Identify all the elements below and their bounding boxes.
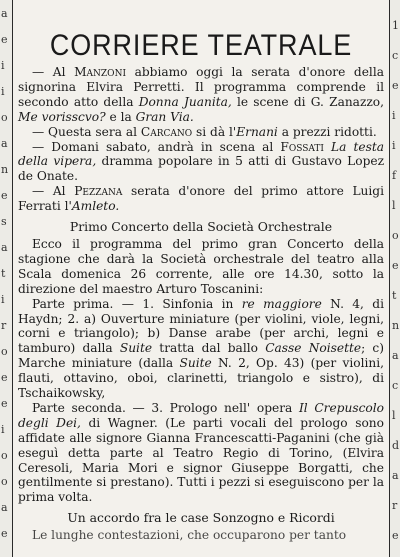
gutter-fragment: a [1,137,8,150]
gutter-fragment: i [1,85,5,98]
gutter-fragment: e [392,529,399,542]
gutter-fragment: a [1,7,8,20]
gutter-fragment: i [1,59,5,72]
paragraph-programma: Ecco il programma del primo gran Concerto della stagione che darà la Società orchestrale del teatro alla Scala domenica 26 corrente, alle ore 14.30, sotto la direzione del maestro Arturo Toscanini: [18,236,384,296]
gutter-fragment: c [392,49,399,62]
paragraph-manzoni [18,65,384,125]
subheading-accordo: Un accordo fra le case Sonzogno e Ricordi [67,510,335,526]
gutter-fragment: f [392,169,397,182]
gutter-fragment: l [392,409,396,422]
paragraph-fossati [18,140,384,185]
gutter-fragment: a [392,469,399,482]
paragraph-carcano [18,125,384,140]
work-title: Donna Juanita, [138,94,232,109]
work-title: La testa della vipera, [18,139,385,169]
gutter-fragment: e [1,371,8,384]
work-title: re maggiore [241,296,322,311]
gutter-fragment: n [392,319,400,332]
gutter-fragment: o [1,449,8,462]
gutter-fragment: 1 [392,19,399,32]
text-run: e la [105,109,136,124]
text-run: le scene di G. Zanazzo, [231,94,385,109]
paragraph-truncated: Le lunghe contestazioni, che occuparono per tanto [32,528,347,543]
text-run: — Questa sera al [32,124,141,139]
work-title: Suite [119,341,153,356]
subheading-concerto: Primo Concerto della Società Orchestrale [69,219,333,235]
gutter-fragment: o [392,229,399,242]
gutter-fragment: e [1,189,8,202]
text-run: ; c) Marche miniature (dalla [18,341,385,371]
text-run: si dà l' [192,124,237,139]
work-title: Gran Via. [135,109,194,124]
gutter-fragment: i [392,139,396,152]
gutter-fragment: i [1,423,5,436]
gutter-fragment: i [392,109,396,122]
gutter-fragment: r [392,499,398,512]
gutter-fragment: e [392,259,399,272]
gutter-fragment: e [392,79,399,92]
text-run: tratta dal ballo [152,341,266,356]
gutter-fragment: d [392,439,400,452]
text-run: — Domani sabato, andrà in scena al [32,139,281,154]
text-run: Parte seconda. — 3. Prologo nell' opera [32,400,299,415]
gutter-fragment: o [1,475,8,488]
text-run: abbiamo oggi la serata d'onore della signorina Elvira Perretti. Il programma comprende il secondo atto della [18,65,384,109]
venue-name: Manzoni [74,65,126,79]
work-title: Il Crepuscolo degli Dei, [18,400,384,430]
text-run: serata d'onore del primo attore Luigi Ferrati l' [18,184,384,214]
text-run: a prezzi ridotti. [277,124,377,139]
gutter-fragment: t [1,267,6,280]
paragraph-parte-seconda [18,401,384,505]
paragraph-pezzana [18,184,384,214]
text-run: di Wagner. (Le parti vocali del prologo sono affidate alle signore Gianna Francescatti-Paganini (che già eseguì detta parte al Teatro Regio di Torino, (Elvira Ceresoli, Maria Mori e signor Giuseppe Borgatti, che gentilmente si prestano). Tutti i pezzi si eseguiscono per la prima volta. [18,415,384,505]
gutter-fragment: n [1,163,9,176]
gutter-fragment: c [392,379,399,392]
work-title: Ernani [236,124,278,139]
venue-name: Pezzana [74,184,123,199]
work-title: Casse Noisette [265,341,362,356]
gutter-fragment: o [1,345,8,358]
gutter-fragment: s [1,215,7,228]
gutter-fragment: r [1,319,7,332]
gutter-fragment: e [1,397,8,410]
venue-name: Fossati [280,139,324,154]
gutter-fragment: o [1,111,8,124]
gutter-fragment: l [392,199,396,212]
text-run: N. 4, di Haydn; 2. a) Ouverture miniature (per violini, viole, legni, corni e triangolo); b) Danse arabe (per archi, legni e tamburo) dalla [18,296,384,356]
text-run: Parte prima. — 1. Sinfonia in [32,296,242,311]
paragraph-parte-prima [18,297,384,401]
text-run: — Al [32,65,75,79]
left-column-edge [0,0,13,557]
work-title: Amleto. [71,199,120,214]
text-run [324,140,331,154]
gutter-fragment: e [1,33,8,46]
gutter-fragment: a [1,241,8,254]
section-title: CORRIERE TEATRALE [49,29,353,62]
work-title: Me vorisscvo? [18,109,106,124]
text-run: dramma popolare in 5 atti di Gustavo Lopez de Onate. [18,154,385,184]
venue-name: Carcano [140,124,193,139]
gutter-fragment: a [392,349,399,362]
text-run: N. 2, Op. 43) (per violini, flauti, ottavino, oboi, clarinetti, triangolo e sistro), di Tschaikowsky, [18,356,385,401]
gutter-fragment: t [392,289,397,302]
gutter-fragment: e [1,527,8,540]
text-run: — Al [32,184,75,199]
gutter-fragment: a [1,501,8,514]
work-title: Suite [179,356,212,371]
right-column-edge [389,0,400,557]
gutter-fragment: i [1,293,5,306]
article-column [18,28,384,543]
